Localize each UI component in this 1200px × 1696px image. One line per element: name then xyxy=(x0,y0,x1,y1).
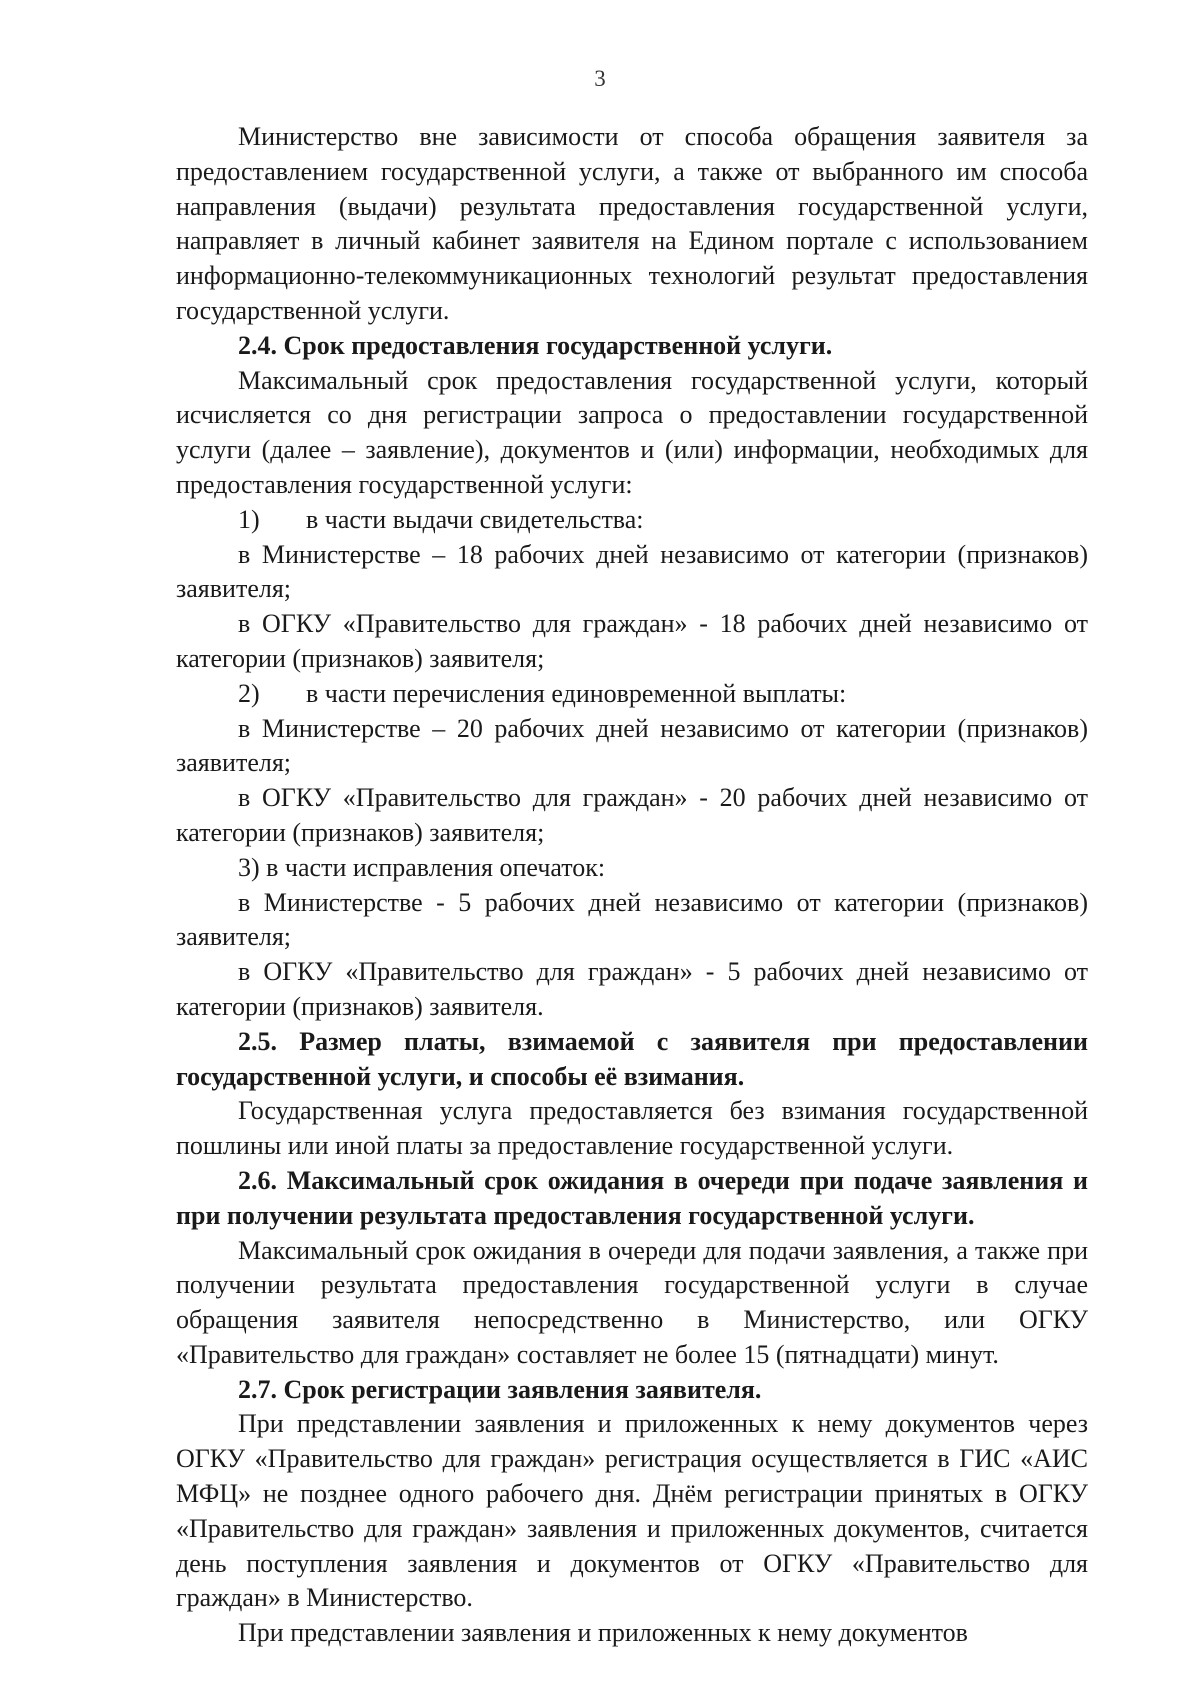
document-body xyxy=(176,120,1088,1651)
section-heading: 2.5. Размер платы, взимаемой с заявителя при предоставлении государственной услуги, и способы её взимания. xyxy=(176,1026,1088,1091)
paragraph: в ОГКУ «Правительство для граждан» - 5 рабочих дней независимо от категории (признаков) заявителя. xyxy=(176,957,1088,1021)
section-heading: 2.7. Срок регистрации заявления заявителя. xyxy=(238,1374,762,1404)
list-item xyxy=(176,677,1088,712)
list-item xyxy=(176,503,1088,538)
page-number: 3 xyxy=(594,66,606,91)
paragraph: в Министерстве – 18 рабочих дней независимо от категории (признаков) заявителя; xyxy=(176,539,1088,604)
paragraph: При представлении заявления и приложенных к нему документов xyxy=(238,1618,968,1648)
list-item-text: в части выдачи свидетельства: xyxy=(306,504,644,534)
paragraph: в ОГКУ «Правительство для граждан» - 20 рабочих дней независимо от категории (признаков) заявителя; xyxy=(176,783,1088,847)
paragraph: в Министерстве – 20 рабочих дней независимо от категории (признаков) заявителя; xyxy=(176,713,1088,778)
list-item-number: 1) xyxy=(238,504,260,534)
section-heading: 2.4. Срок предоставления государственной услуги. xyxy=(238,330,833,360)
paragraph: в Министерстве - 5 рабочих дней независимо от категории (признаков) заявителя; xyxy=(176,887,1088,952)
paragraph: 3) в части исправления опечаток: xyxy=(238,852,606,882)
section-heading: 2.6. Максимальный срок ожидания в очереди при подаче заявления и при получении результата предоставления государственной услуги. xyxy=(176,1165,1088,1230)
list-item-text: в части перечисления единовременной выплаты: xyxy=(306,678,847,708)
paragraph: Государственная услуга предоставляется без взимания государственной пошлины или иной платы за предоставление государственной услуги. xyxy=(176,1096,1088,1161)
paragraph: Министерство вне зависимости от способа обращения заявителя за предоставлением государственной услуги, а также от выбранного им способа направления (выдачи) результата предоставления государственной услуги, направляет в личный кабинет заявителя на Едином портале с использованием информационно-телекоммуникационных технологий результат предоставления государственной услуги. xyxy=(176,122,1088,325)
paragraph: в ОГКУ «Правительство для граждан» - 18 рабочих дней независимо от категории (признаков) заявителя; xyxy=(176,609,1088,673)
paragraph: Максимальный срок ожидания в очереди для подачи заявления, а также при получении результата предоставления государственной услуги в случае обращения заявителя непосредственно в Министерство, или ОГКУ «Правительство для граждан» составляет не более 15 (пятнадцати) минут. xyxy=(176,1235,1088,1369)
list-item-number: 2) xyxy=(238,678,260,708)
paragraph: При представлении заявления и приложенных к нему документов через ОГКУ «Правительство для граждан» регистрация осуществляется в ГИС «АИС МФЦ» не позднее одного рабочего дня. Днём регистрации принятых в ОГКУ «Правительство для граждан» заявления и приложенных документов, считается день поступления заявления и документов от ОГКУ «Правительство для граждан» в Министерство. xyxy=(176,1409,1088,1613)
paragraph: Максимальный срок предоставления государственной услуги, который исчисляется со дня регистрации запроса о предоставлении государственной услуги (далее – заявление), документов и (или) информации, необходимых для предоставления государственной услуги: xyxy=(176,365,1088,499)
